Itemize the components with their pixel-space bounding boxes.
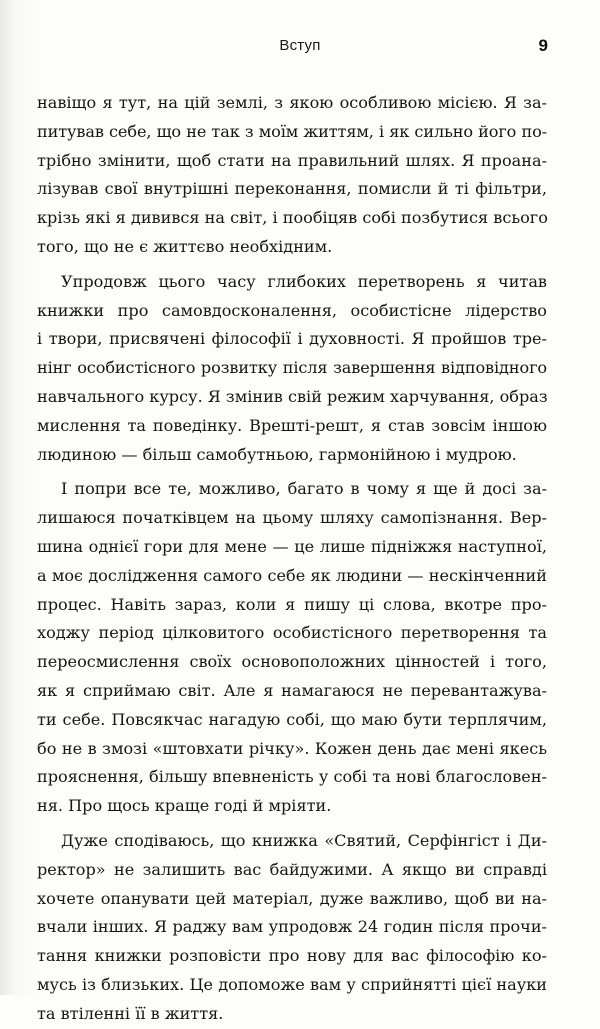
text-line: як я сприймаю світ. Але я намагаюся не перевантажува- <box>37 680 547 700</box>
text-line: навіщо я тут, на цій землі, з якою особливою місією. Я за- <box>37 93 547 112</box>
text-line: того, що не є життєво необхідним. <box>37 236 333 256</box>
text-line: шина однієї гори для мене — це лише підніжжя наступної, <box>37 536 547 556</box>
text-line: бо не в змозі «штовхати річку». Кожен день дає мені якесь <box>37 738 547 758</box>
text-line: а моє дослідження самого себе як людини — нескінченний <box>37 565 547 585</box>
text-line: нінг особистісного розвитку після завершення відповідного <box>37 358 547 378</box>
text-line: вчали інших. Я раджу вам упродовж 24 годин після прочи- <box>37 917 547 937</box>
text-line: Дуже сподіваюсь, що книжка «Святий, Серфінгіст і Ди- <box>61 830 547 850</box>
text-line: і твори, присвячені філософії і духовності. Я пройшов тре- <box>37 329 547 349</box>
text-line: ня. Про щось краще годі й мріяти. <box>37 796 332 816</box>
page-number: 9 <box>538 36 548 55</box>
body-text <box>37 89 547 1029</box>
paragraph <box>37 268 547 470</box>
text-line: ректор» не залишить вас байдужими. А якщо ви справді <box>37 859 547 879</box>
chapter-title: Вступ <box>279 37 321 54</box>
text-line: ходжу період цілковитого особистісного перетворення та <box>37 623 547 643</box>
text-line: тання книжки розповісти про нову для вас філософію ко- <box>37 946 547 966</box>
text-line: Упродовж цього часу глибоких перетворень я читав <box>61 271 547 291</box>
text-line: навчального курсу. Я змінив свій режим харчування, образ <box>37 386 548 406</box>
text-line: лишаюся початківцем на цьому шляху самопізнання. Вер- <box>37 508 547 528</box>
text-line: мусь із близьких. Це допоможе вам у сприйнятті цієї науки <box>37 974 547 994</box>
text-line: процес. Навіть зараз, коли я пишу ці слова, вкотре про- <box>37 594 547 614</box>
text-line: крізь які я дивився на світ, і пообіцяв собі позбутися всього <box>37 208 548 228</box>
text-line: трібно змінити, щоб стати на правильний шлях. Я проана- <box>37 150 547 170</box>
text-line: ти себе. Повсякчас нагадую собі, що маю бути терплячим, <box>37 709 547 729</box>
text-line: переосмислення своїх основоположних цінностей і того, <box>37 652 547 672</box>
text-line: хочете опанувати цей матеріал, дуже важливо, щоб ви на- <box>37 888 547 908</box>
paragraph <box>37 475 547 821</box>
text-line: та втіленні її в життя. <box>37 1003 224 1023</box>
paragraph <box>37 89 547 262</box>
running-header <box>0 37 600 57</box>
text-line: питував себе, що не так з моїм життям, і як сильно його по- <box>37 121 547 141</box>
text-line: лізував свої внутрішні переконання, помисли й ті фільтри, <box>37 179 547 199</box>
text-line: прояснення, більшу впевненість у собі та нові благословен- <box>37 767 547 787</box>
text-line: книжки про самовдосконалення, особистісне лідерство <box>37 300 547 320</box>
text-line: людиною — більш самобутньою, гармонійною і мудрою. <box>37 444 517 464</box>
paragraph <box>37 827 547 1029</box>
text-line: мислення та поведінку. Врешті-решт, я став зовсім іншою <box>37 415 547 435</box>
text-line: І попри все те, можливо, багато в чому я ще й досі за- <box>61 479 547 499</box>
